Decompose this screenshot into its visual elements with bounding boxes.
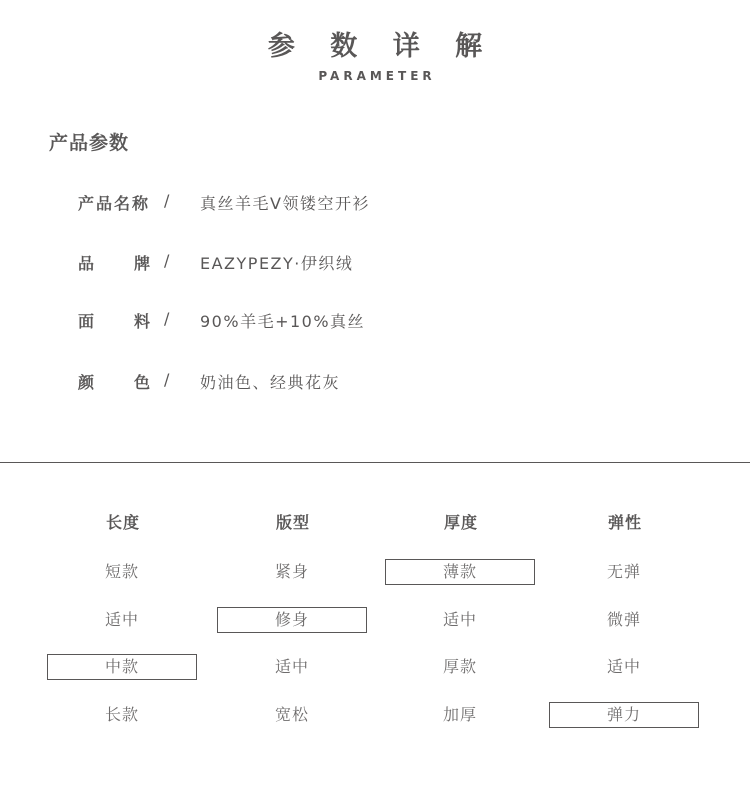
attribute-option-selected: 弹力 bbox=[549, 702, 699, 728]
param-separator: / bbox=[164, 309, 170, 328]
param-value: 奶油色、经典花灰 bbox=[200, 373, 341, 392]
param-separator: / bbox=[164, 251, 170, 270]
param-separator: / bbox=[164, 191, 170, 210]
param-label: 产品名称 bbox=[78, 194, 151, 213]
param-separator: / bbox=[164, 370, 170, 389]
attribute-header: 长度 bbox=[105, 513, 140, 532]
attribute-column bbox=[47, 510, 199, 724]
param-value: 90%羊毛+10%真丝 bbox=[200, 312, 366, 331]
attribute-option: 厚款 bbox=[442, 657, 477, 676]
attribute-header: 版型 bbox=[275, 513, 310, 532]
page-title: 参 数 详 解 bbox=[267, 31, 496, 62]
attribute-option: 适中 bbox=[104, 610, 139, 629]
divider bbox=[0, 462, 750, 463]
param-row bbox=[78, 370, 698, 394]
param-label: 颜 色 bbox=[78, 373, 152, 392]
param-label: 面 料 bbox=[78, 312, 152, 331]
attribute-option: 微弹 bbox=[606, 610, 641, 629]
param-row bbox=[78, 309, 698, 333]
attribute-option: 紧身 bbox=[274, 562, 309, 581]
attribute-option: 宽松 bbox=[274, 705, 309, 724]
attribute-column bbox=[217, 510, 369, 724]
param-label: 品 牌 bbox=[78, 254, 152, 273]
param-value: EAZYPEZY·伊织绒 bbox=[200, 254, 354, 273]
attribute-option: 长款 bbox=[104, 705, 139, 724]
section-title: 产品参数 bbox=[49, 132, 130, 154]
attribute-option-selected: 中款 bbox=[47, 654, 197, 680]
attribute-column bbox=[549, 510, 701, 724]
page-subtitle: PARAMETER bbox=[318, 69, 436, 83]
attribute-column bbox=[385, 510, 537, 724]
attribute-option: 短款 bbox=[104, 562, 139, 581]
attribute-header: 弹性 bbox=[607, 513, 642, 532]
attribute-option: 加厚 bbox=[442, 705, 477, 724]
attribute-option: 适中 bbox=[274, 657, 309, 676]
param-value: 真丝羊毛V领镂空开衫 bbox=[200, 194, 370, 213]
param-row bbox=[78, 191, 698, 215]
attribute-option: 适中 bbox=[606, 657, 641, 676]
attribute-option-selected: 薄款 bbox=[385, 559, 535, 585]
attribute-option: 适中 bbox=[442, 610, 477, 629]
param-row bbox=[78, 251, 698, 275]
attribute-header: 厚度 bbox=[443, 513, 478, 532]
attribute-option: 无弹 bbox=[606, 562, 641, 581]
attribute-option-selected: 修身 bbox=[217, 607, 367, 633]
